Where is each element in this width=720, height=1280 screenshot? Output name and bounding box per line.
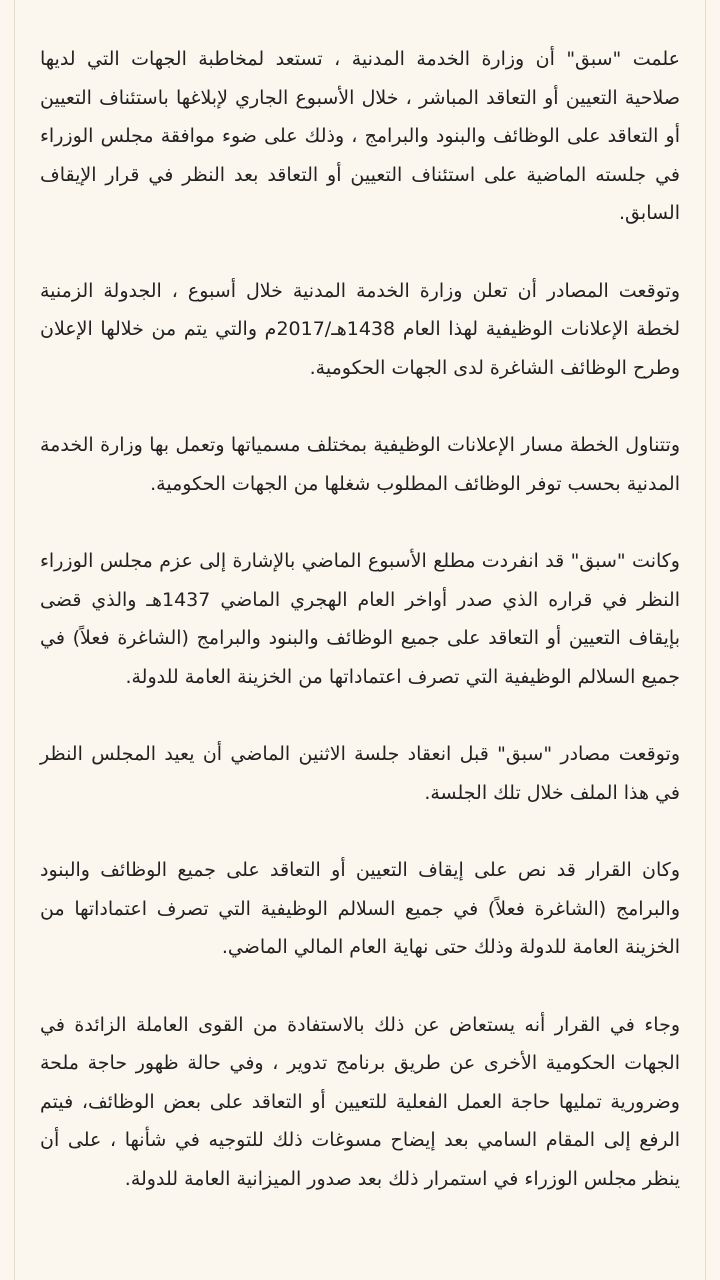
article-body — [40, 40, 680, 1198]
paragraph-3: وتتناول الخطة مسار الإعلانات الوظيفية بمختلف مسمياتها وتعمل بها وزارة الخدمة المدنية بحسب توفر الوظائف المطلوب شغلها من الجهات الحكومية. — [40, 434, 680, 495]
paragraph-2: وتوقعت المصادر أن تعلن وزارة الخدمة المدنية خلال أسبوع ، الجدولة الزمنية لخطة الإعلانات الوظيفية لهذا العام 1438هـ/2017م والتي يتم من خلالها الإعلان وطرح الوظائف الشاغرة لدى الجهات الحكومية. — [40, 279, 680, 379]
paragraph-6: وكان القرار قد نص على إيقاف التعيين أو التعاقد على جميع الوظائف والبنود والبرامج (الشاغرة فعلاً) في جميع السلالم الوظيفية التي تصرف اعتماداتها من الخزينة العامة للدولة وذلك حتى نهاية العام المالي الماضي. — [40, 859, 680, 958]
paragraph-5: وتوقعت مصادر "سبق" قبل انعقاد جلسة الاثنين الماضي أن يعيد المجلس النظر في هذا الملف خلال تلك الجلسة. — [40, 743, 680, 804]
paragraph-1: علمت "سبق" أن وزارة الخدمة المدنية ، تستعد لمخاطبة الجهات التي لديها صلاحية التعيين أو التعاقد المباشر ، خلال الأسبوع الجاري لإبلاغها باستئناف التعيين أو التعاقد على الوظائف والبنود والبرامج ، وذلك على ضوء موافقة مجلس الوزراء في جلسته الماضية على استئناف التعيين أو التعاقد بعد النظر في قرار الإيقاف السابق. — [40, 48, 680, 224]
page-border-left — [14, 0, 15, 1280]
page-border-right — [705, 0, 706, 1280]
paragraph-7: وجاء في القرار أنه يستعاض عن ذلك بالاستفادة من القوى العاملة الزائدة في الجهات الحكومية الأخرى عن طريق برنامج تدوير ، وفي حالة ظهور حاجة ملحة وضرورية تمليها حاجة العمل الفعلية للتعيين أو التعاقد على بعض الوظائف، فيتم الرفع إلى المقام السامي بعد إيضاح مسوغات ذلك للتوجيه في شأنها ، على أن ينظر مجلس الوزراء في استمرار ذلك بعد صدور الميزانية العامة للدولة. — [40, 1013, 680, 1190]
paragraph-4: وكانت "سبق" قد انفردت مطلع الأسبوع الماضي بالإشارة إلى عزم مجلس الوزراء النظر في قراره الذي صدر أواخر العام الهجري الماضي 1437هـ والذي قضى بإيقاف التعيين أو التعاقد على جميع الوظائف والبنود والبرامج (الشاغرة فعلاً) في جميع السلالم الوظيفية التي تصرف اعتماداتها من الخزينة العامة للدولة. — [40, 550, 680, 688]
